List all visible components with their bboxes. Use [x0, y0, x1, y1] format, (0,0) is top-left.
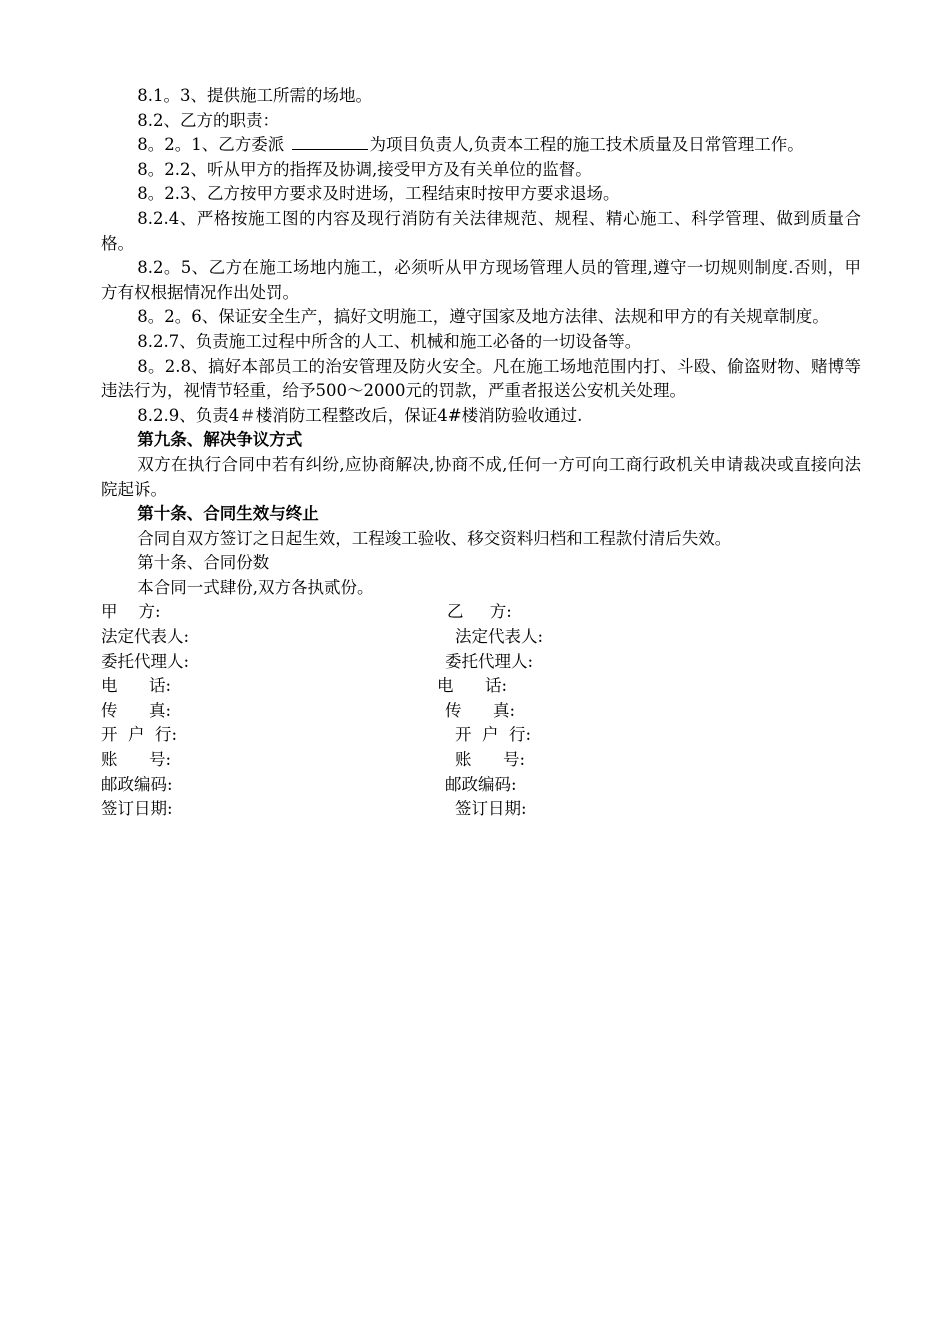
clause-8-2-1: [101, 133, 861, 158]
party-b-postcode: 邮政编码:: [445, 774, 517, 794]
party-b-fax: 传 真:: [445, 700, 516, 720]
section-9-heading: 第九条、解决争议方式: [137, 430, 303, 450]
signature-row-account: [101, 748, 861, 773]
signature-row-bank: [101, 723, 861, 748]
party-b-agent: 委托代理人:: [445, 651, 534, 671]
section-9-body: 双方在执行合同中若有纠纷,应协商解决,协商不成,任何一方可向工商行政机关申请裁决或直接向法院起诉。: [101, 454, 861, 499]
signature-row-agent: [101, 650, 861, 675]
party-a-bank: 开 户 行:: [101, 725, 178, 745]
party-a-account: 账 号:: [101, 750, 172, 770]
clause-8-2-1-prefix: 8。2。1、乙方委派: [137, 135, 290, 155]
party-a-sign-date: 签订日期:: [101, 799, 173, 819]
clause-8-1-3: 8.1。3、提供施工所需的场地。: [137, 86, 373, 105]
signature-row-postcode: [101, 773, 861, 798]
signature-row-phone: [101, 674, 861, 699]
party-b-account: 账 号:: [455, 750, 526, 770]
party-a-agent: 委托代理人:: [101, 651, 190, 671]
signature-row-date: [101, 797, 861, 822]
party-a-label: 甲 方:: [101, 602, 161, 622]
clause-8-2-5: 8.2。5、乙方在施工场地内施工，必须听从甲方现场管理人员的管理,遵守一切规则制度.否则，甲方有权根据情况作出处罚。: [101, 258, 861, 302]
clause-8-2-9: 8.2.9、负责4＃楼消防工程整改后，保证4#楼消防验收通过.: [137, 405, 583, 425]
party-a-postcode: 邮政编码:: [101, 774, 173, 794]
section-10-body: 合同自双方签订之日起生效，工程竣工验收、移交资料归档和工程款付清后失效。: [137, 528, 732, 548]
clause-8-2-4: 8.2.4、严格按施工图的内容及现行消防有关法律规范、规程、精心施工、科学管理、做到质量合格。: [101, 208, 861, 253]
section-10b-heading: 第十条、合同份数: [137, 553, 270, 573]
party-a-phone: 电 话:: [101, 676, 172, 696]
project-manager-blank: [292, 133, 368, 150]
signature-block: [101, 600, 861, 821]
clause-8-2-6: 8。2。6、保证安全生产，搞好文明施工，遵守国家及地方法律、法规和甲方的有关规章制度。: [137, 307, 829, 327]
party-b-sign-date: 签订日期:: [455, 799, 527, 819]
section-10b-body: 本合同一式肆份,双方各执贰份。: [137, 577, 374, 597]
clause-8-2: 8.2、乙方的职责：: [137, 110, 280, 130]
signature-row-fax: [101, 699, 861, 724]
clause-8-2-3: 8。2.3、乙方按甲方要求及时进场，工程结束时按甲方要求退场。: [137, 184, 620, 204]
clause-8-2-7: 8.2.7、负责施工过程中所含的人工、机械和施工必备的一切设备等。: [137, 331, 642, 351]
signature-row-party: [101, 600, 861, 625]
party-a-legal-rep: 法定代表人:: [101, 627, 190, 647]
clause-8-2-1-suffix: 为项目负责人,负责本工程的施工技术质量及日常管理工作。: [369, 135, 804, 155]
section-10-heading: 第十条、合同生效与终止: [137, 504, 319, 524]
clause-8-2-2: 8。2.2、听从甲方的指挥及协调,接受甲方及有关单位的监督。: [137, 159, 592, 179]
party-a-fax: 传 真:: [101, 700, 172, 720]
party-b-bank: 开 户 行:: [455, 725, 532, 745]
signature-row-legal-rep: [101, 625, 861, 650]
party-b-phone: 电 话:: [437, 676, 508, 696]
party-b-label: 乙 方:: [447, 602, 512, 622]
party-b-legal-rep: 法定代表人:: [455, 627, 544, 647]
contract-body: [101, 84, 861, 822]
clause-8-2-8: 8。2.8、搞好本部员工的治安管理及防火安全。凡在施工场地范围内打、斗殴、偷盗财物、赌博等违法行为，视情节轻重，给予500～2000元的罚款，严重者报送公安机关处理。: [101, 356, 861, 401]
